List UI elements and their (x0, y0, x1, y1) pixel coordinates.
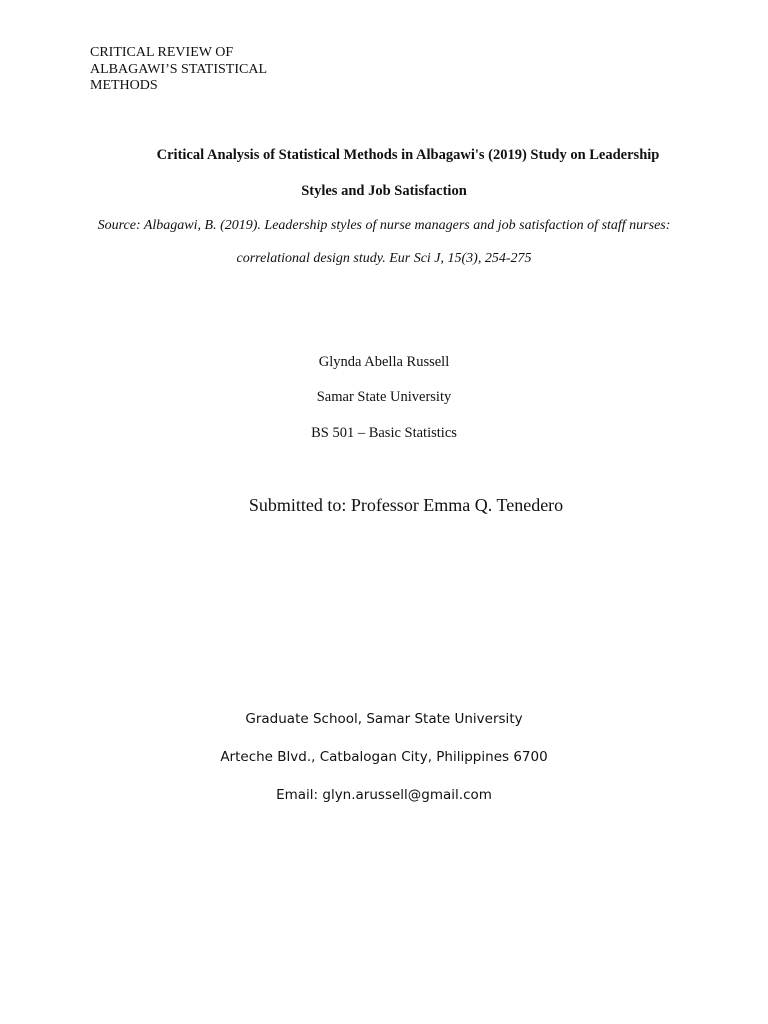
paper-title-line-2: Styles and Job Satisfaction (301, 183, 467, 199)
submitted-to: Submitted to: Professor Emma Q. Tenedero (248, 495, 564, 515)
author-institution: Samar State University (316, 389, 452, 405)
source-citation-line-2: correlational design study. Eur Sci J, 15(3), 254-275 (236, 251, 532, 266)
footer-email: Email: glyn.arussell@gmail.com (276, 787, 492, 803)
running-head-line: CRITICAL REVIEW OF (90, 45, 234, 60)
footer-address: Arteche Blvd., Catbalogan City, Philippines 6700 (220, 749, 548, 765)
source-citation-line-1: Source: Albagawi, B. (2019). Leadership styles of nurse managers and job satisfaction of staff nurses: (97, 218, 671, 233)
paper-title-line-1: Critical Analysis of Statistical Methods in Albagawi's (2019) Study on Leadership (156, 147, 660, 163)
running-head (90, 45, 330, 95)
course-name: BS 501 – Basic Statistics (311, 425, 457, 441)
running-head-line: METHODS (90, 78, 158, 93)
running-head-line: ALBAGAWI’S STATISTICAL (90, 61, 268, 77)
footer-school: Graduate School, Samar State University (245, 711, 523, 727)
author-name: Glynda Abella Russell (318, 354, 450, 370)
